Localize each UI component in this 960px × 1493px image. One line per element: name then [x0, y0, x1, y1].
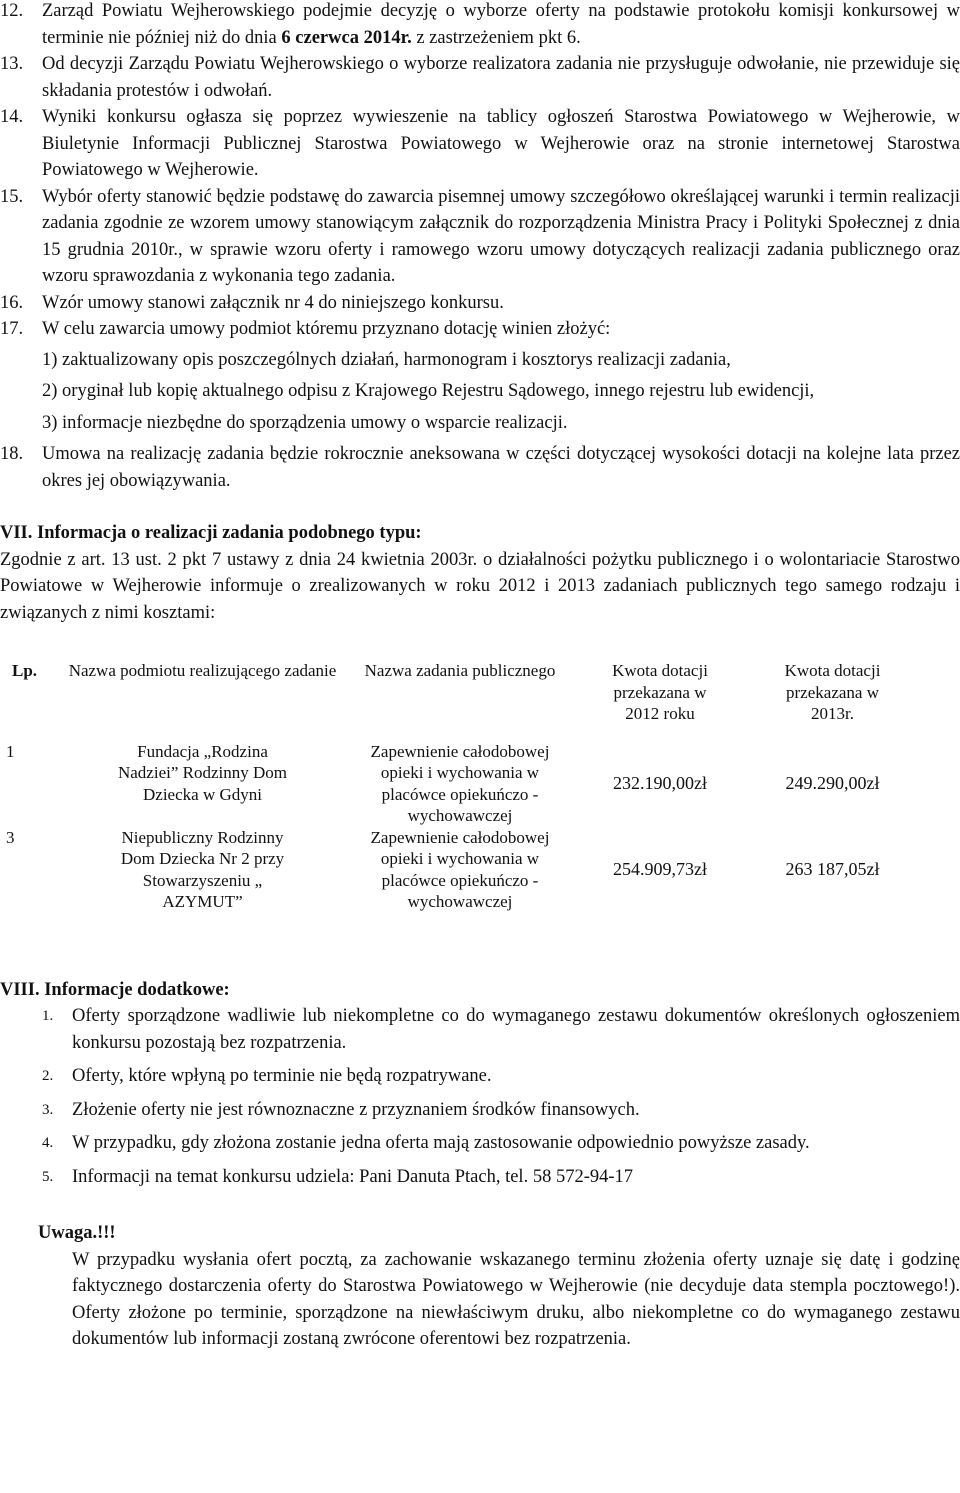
header-task: Nazwa zadania publicznego — [364, 661, 556, 680]
uwaga-title-suffix: .!!! — [92, 1223, 116, 1243]
uwaga-title: Uwaga — [38, 1223, 93, 1243]
sub-item: 3) informacje niezbędne do sporządzenia umowy o wsparcie realizacji. — [42, 412, 568, 433]
item-12-text-b: z zastrzeżeniem pkt 6. — [411, 27, 581, 48]
item-text: Od decyzji Zarządu Powiatu Wejherowskiego o wyborze realizatora zadania nie przysługuje odwołanie, nie przewiduje się składania protestów i odwołań. — [42, 54, 960, 101]
item-number: 17. — [0, 319, 24, 339]
item-12-text-a: Zarząd Powiatu Wejherowskiego podejmie decyzję o wyborze oferty na podstawie protokołu komisji konkursowej w terminie nie później niż do dnia — [42, 1, 960, 48]
info-item-3 — [0, 1097, 960, 1124]
cell-amount-2013: 263 187,05zł — [785, 858, 880, 879]
item-text: W przypadku, gdy złożona zostanie jedna oferta mają zastosowanie odpowiednio powyższe zasady. — [72, 1133, 810, 1153]
section-8-heading: VIII. Informacje dodatkowe: — [0, 979, 230, 1000]
sub-item: 2) oryginał lub kopię aktualnego odpisu z Krajowego Rejestru Sądowego, innego rejestru lub ewidencji, — [42, 381, 815, 401]
item-12-date: 6 czerwca 2014r. — [281, 27, 412, 48]
item-number: 18. — [0, 444, 24, 464]
table-header-row — [0, 660, 920, 729]
item-text: Informacji na temat konkursu udziela: Pani Danuta Ptach, tel. 58 572-94-17 — [72, 1166, 634, 1187]
info-item-2 — [0, 1063, 960, 1090]
grants-table — [0, 660, 920, 913]
item-text: Złożenie oferty nie jest równoznaczne z przyznaniem środków finansowych. — [72, 1099, 640, 1120]
info-item-4 — [0, 1130, 960, 1157]
item-number: 16. — [0, 292, 24, 313]
item-number: 15. — [0, 186, 24, 207]
item-18 — [0, 441, 960, 494]
uwaga-text: W przypadku wysłania ofert pocztą, za zachowanie wskazanego terminu złożenia oferty uznaje się datę i godzinę faktycznego dostarczenia oferty do Starostwa Powiatowego w Wejherowie (nie decyduje data stempla pocztowego!). Oferty złożone po terminie, sporządzone na niewłaściwym druku, albo niekompletne co do wymaganego zestawu dokumentów lub informacji zostaną zwrócone oferentowi bez rozpatrzenia. — [72, 1249, 960, 1349]
item-14 — [0, 104, 960, 184]
header-amount-2013: Kwota dotacji przekazana w 2013r. — [784, 661, 881, 723]
item-text: Wybór oferty stanowić będzie podstawę do zawarcia pisemnej umowy szczegółowo określającej warunki i termin realizacji zadania zgodnie ze wzorem umowy stanowiącym załącznik do rozporządzenia Ministra Pracy i Polityki Społecznej z dnia 15 grudnia 2010r., w sprawie wzoru oferty i ramowego wzoru umowy dotyczących realizacji zadania publicznego oraz wzoru sprawozdania z wykonania tego zadania. — [42, 186, 960, 286]
item-number: 1. — [42, 1008, 54, 1024]
item-text: Oferty, które wpłyną po terminie nie będą rozpatrywane. — [72, 1066, 492, 1086]
header-entity: Nazwa podmiotu realizującego zadanie — [68, 661, 337, 680]
item-17-sublist — [0, 347, 960, 437]
info-item-1 — [0, 1003, 960, 1056]
item-text: Wyniki konkursu ogłasza się poprzez wywieszenie na tablicy ogłoszeń Starostwa Powiatowego w Wejherowie, w Biuletynie Informacji Publicznej Starostwa Powiatowego w Wejherowie oraz na stronie internetowej Starostwa Powiatowego w Wejherowie. — [42, 107, 960, 180]
item-17 — [0, 316, 960, 343]
table-row — [0, 729, 920, 827]
table-row — [0, 827, 920, 913]
cell-entity: Fundacja „Rodzina Nadziei” Rodzinny Dom Dziecka w Gdyni — [117, 741, 287, 804]
item-number: 3. — [42, 1101, 54, 1118]
item-text: W celu zawarcia umowy podmiot któremu przyznano dotację winien złożyć: — [42, 319, 611, 339]
cell-task: Zapewnienie całodobowej opieki i wychowania w placówce opiekuńczo - wychowawczej — [370, 827, 550, 911]
cell-task: Zapewnienie całodobowej opieki i wychowania w placówce opiekuńczo - wychowawczej — [370, 741, 550, 825]
item-text: Umowa na realizację zadania będzie rokrocznie aneksowana w części dotyczącej wysokości dotacji na kolejne lata przez okres jej obowiązywania. — [42, 444, 960, 491]
item-number: 4. — [42, 1135, 54, 1151]
item-number: 5. — [42, 1168, 54, 1185]
section-7-heading: VII. Informacja o realizacji zadania podobnego typu: — [0, 523, 422, 543]
item-number: 14. — [0, 107, 24, 127]
cell-amount-2012: 232.190,00zł — [613, 772, 707, 793]
item-text: Wzór umowy stanowi załącznik nr 4 do niniejszego konkursu. — [42, 292, 504, 313]
cell-lp: 3 — [6, 827, 15, 847]
section-8-list — [0, 1003, 960, 1190]
item-13 — [0, 51, 960, 104]
uwaga-heading — [0, 1220, 960, 1247]
item-number: 12. — [0, 1, 24, 21]
section-7-text: Zgodnie z art. 13 ust. 2 pkt 7 ustawy z dnia 24 kwietnia 2003r. o działalności pożytku publicznego i o wolontariacie Starostwo Powiatowe w Wejherowie informuje o zrealizowanych w roku 2012 i 2013 zadaniach publicznych tego samego rodzaju i związanych z nimi kosztami: — [0, 549, 960, 623]
cell-lp: 1 — [6, 741, 15, 761]
item-text: Oferty sporządzone wadliwie lub niekompletne co do wymaganego zestawu dokumentów określonych ogłoszeniem konkursu pozostają bez rozpatrzenia. — [72, 1006, 960, 1053]
item-number: 2. — [42, 1068, 54, 1084]
item-12 — [0, 0, 960, 51]
cell-amount-2013: 249.290,00zł — [785, 772, 880, 793]
item-16 — [0, 290, 960, 317]
cell-entity: Niepubliczny Rodzinny Dom Dziecka Nr 2 przy Stowarzyszeniu „ AZYMUT” — [120, 827, 285, 911]
cell-amount-2012: 254.909,73zł — [613, 858, 707, 879]
header-amount-2012: Kwota dotacji przekazana w 2012 roku — [612, 661, 708, 723]
sub-item: 1) zaktualizowany opis poszczególnych działań, harmonogram i kosztorys realizacji zadania, — [42, 349, 731, 370]
item-number: 13. — [0, 54, 24, 74]
header-lp: Lp. — [12, 661, 38, 680]
item-15 — [0, 184, 960, 290]
info-item-5 — [0, 1164, 960, 1191]
